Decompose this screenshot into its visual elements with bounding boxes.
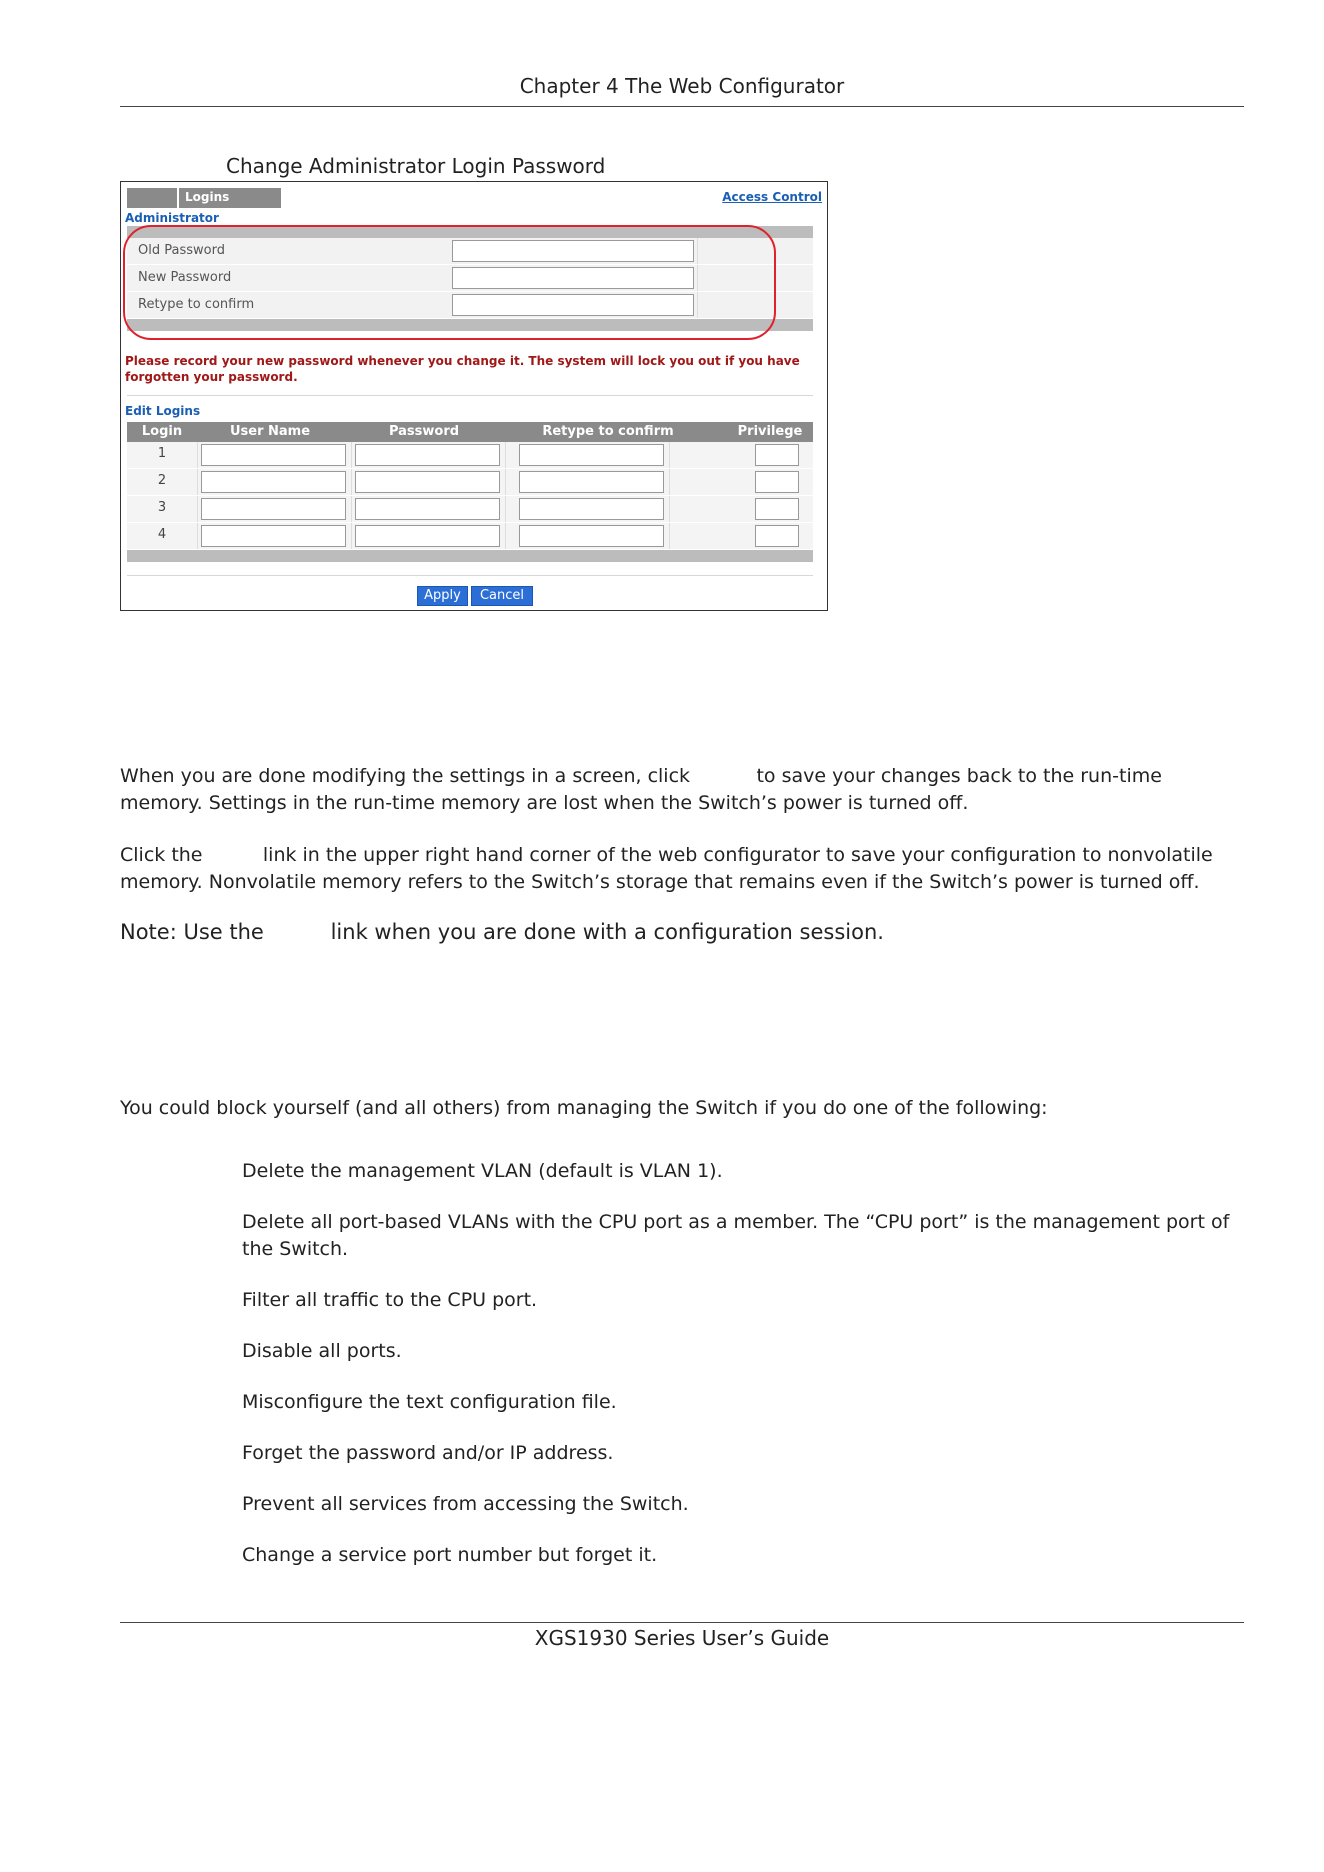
login-number: 2 [157, 473, 167, 488]
table-row [127, 523, 813, 550]
password-input[interactable] [355, 498, 500, 520]
privilege-input[interactable] [755, 471, 799, 493]
cell-divider [197, 496, 198, 522]
cell-divider [669, 523, 670, 549]
privilege-input[interactable] [755, 525, 799, 547]
note-logout: Note: Use the link when you are done with a configuration session. [120, 920, 884, 944]
user-name-input[interactable] [201, 525, 346, 547]
cell-divider [197, 523, 198, 549]
list-item: Change a service port number but forget it. [242, 1544, 658, 1566]
retype-input[interactable] [519, 471, 664, 493]
logins-tab-label: Logins [185, 190, 230, 204]
retype-input[interactable] [519, 498, 664, 520]
cell-divider [197, 469, 198, 495]
login-number: 1 [157, 446, 167, 461]
admin-top-bar [127, 226, 813, 238]
table-row [127, 442, 813, 469]
column-header-user-name: User Name [229, 424, 311, 439]
password-warning: Please record your new password whenever you change it. The system will lock you out if you have forgotten your password. [125, 354, 800, 384]
paragraph-save [120, 842, 1244, 896]
chapter-header: Chapter 4 The Web Configurator [519, 74, 845, 98]
administrator-section-title: Administrator [125, 211, 219, 225]
cell-divider [505, 469, 506, 495]
user-name-input[interactable] [201, 444, 346, 466]
edit-logins-section-title: Edit Logins [125, 404, 201, 418]
cell-divider [669, 469, 670, 495]
login-number: 4 [157, 527, 167, 542]
cell-divider [351, 523, 352, 549]
paragraph-apply-line1: When you are done modifying the settings in a screen, click to save your changes back to the run-time [120, 765, 1162, 787]
retype-password-label: Retype to confirm [138, 297, 255, 312]
cell-divider [505, 496, 506, 522]
column-header-password: Password [388, 424, 460, 439]
cell-divider [197, 442, 198, 468]
cell-divider [669, 496, 670, 522]
cell-divider [505, 523, 506, 549]
cell-divider [351, 469, 352, 495]
apply-button[interactable]: Apply [417, 586, 468, 606]
table-row [127, 469, 813, 496]
cell-divider [351, 496, 352, 522]
cancel-button[interactable]: Cancel [471, 586, 533, 606]
list-item: Forget the password and/or IP address. [242, 1442, 614, 1464]
tab-divider [177, 188, 179, 208]
login-number: 3 [157, 500, 167, 515]
column-header-privilege: Privilege [737, 424, 803, 439]
new-password-input[interactable] [452, 267, 694, 289]
footer-rule [120, 1622, 1244, 1623]
old-password-row [127, 238, 813, 265]
old-password-input[interactable] [452, 240, 694, 262]
cell-divider [697, 292, 698, 318]
user-name-input[interactable] [201, 471, 346, 493]
retype-input[interactable] [519, 444, 664, 466]
guide-footer: XGS1930 Series User’s Guide [534, 1626, 830, 1650]
cell-divider [697, 238, 698, 264]
paragraph-lockout: You could block yourself (and all others) from managing the Switch if you do one of the following: [120, 1097, 1048, 1119]
retype-input[interactable] [519, 525, 664, 547]
section-divider [127, 395, 813, 396]
cell-divider [697, 265, 698, 291]
paragraph-save-line1: Click the link in the upper right hand corner of the web configurator to save your configuration to nonvolatile [120, 844, 1213, 866]
cell-divider [505, 442, 506, 468]
access-control-link[interactable]: Access Control [722, 190, 822, 204]
column-header-login: Login [141, 424, 183, 439]
list-item: Misconfigure the text configuration file. [242, 1391, 617, 1413]
list-item: Filter all traffic to the CPU port. [242, 1289, 538, 1311]
privilege-input[interactable] [755, 498, 799, 520]
header-rule [120, 106, 1244, 107]
list-item: Delete the management VLAN (default is VLAN 1). [242, 1160, 723, 1182]
figure-caption: Change Administrator Login Password [226, 154, 606, 178]
button-divider [127, 575, 813, 576]
user-name-input[interactable] [201, 498, 346, 520]
list-item: Delete all port-based VLANs with the CPU port as a member. The “CPU port” is the management port of the Switch. [242, 1211, 1230, 1260]
paragraph-apply-line2: memory. Settings in the run-time memory are lost when the Switch’s power is turned off. [120, 792, 969, 814]
paragraph-apply [120, 763, 1244, 817]
logins-screen [120, 181, 828, 611]
admin-bottom-bar [127, 319, 813, 331]
privilege-input[interactable] [755, 444, 799, 466]
new-password-row [127, 265, 813, 292]
old-password-label: Old Password [138, 243, 225, 258]
password-input[interactable] [355, 471, 500, 493]
new-password-label: New Password [138, 270, 232, 285]
column-header-retype: Retype to confirm [542, 424, 674, 439]
list-item: Disable all ports. [242, 1340, 402, 1362]
logins-tab[interactable] [127, 188, 281, 208]
password-input[interactable] [355, 444, 500, 466]
retype-password-input[interactable] [452, 294, 694, 316]
table-bottom-bar [127, 550, 813, 562]
logins-table-header [127, 422, 813, 442]
password-input[interactable] [355, 525, 500, 547]
cell-divider [351, 442, 352, 468]
cell-divider [669, 442, 670, 468]
table-row [127, 496, 813, 523]
paragraph-save-line2: memory. Nonvolatile memory refers to the Switch’s storage that remains even if the Switch’s power is turned off. [120, 871, 1200, 893]
list-item: Prevent all services from accessing the Switch. [242, 1493, 689, 1515]
retype-password-row [127, 292, 813, 319]
